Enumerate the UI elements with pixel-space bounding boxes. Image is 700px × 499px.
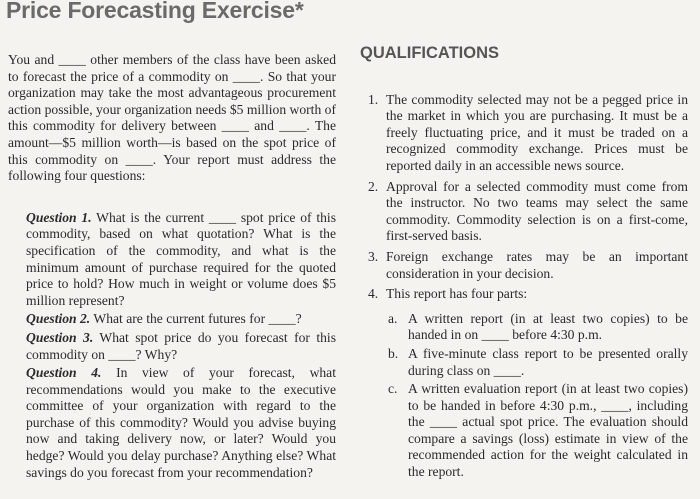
- item-number: 4.: [368, 286, 379, 302]
- question-label: Question 4.: [26, 365, 102, 381]
- question-3: [26, 330, 336, 363]
- qualifications-heading: QUALIFICATIONS: [360, 44, 500, 62]
- question-1: [26, 210, 336, 310]
- left-column: [8, 52, 336, 483]
- item-letter: b.: [388, 345, 399, 361]
- sub-list-item: [386, 346, 688, 379]
- question-4: [26, 365, 336, 481]
- item-text: Approval for a selected commodity must come from the instructor. No two teams may select the same commodity. Commodity selection is on a first-come, first-served basis.: [386, 178, 688, 244]
- list-item: [358, 249, 688, 282]
- item-number: 2.: [368, 178, 379, 194]
- item-text: This report has four parts:: [386, 286, 528, 302]
- list-item: [358, 92, 688, 175]
- item-text: A written report (in at least two copies) to be handed in on ____ before 4:30 p.m.: [408, 310, 688, 343]
- item-number: 1.: [368, 91, 379, 107]
- item-letter: a.: [388, 310, 398, 326]
- item-text: A five-minute class report to be presented orally during class on ____.: [408, 345, 688, 378]
- item-text: A written evaluation report (in at least two copies) to be handed in before 4:30 p.m., ____, including the ____ actual spot price. The evaluation should compare a savings (loss) estimate in view of the recommended action for the weight calculated in the report.: [408, 381, 688, 480]
- report-parts-list: [386, 311, 688, 481]
- intro-paragraph: You and ____ other members of the class have been asked to forecast the price of a commodity on ____. So that your organization may take the most advantageous procurement action possible, your organization needs $5 million worth of this commodity for delivery between ____ and ____. The amount—$5 million worth—is based on the spot price of this commodity on ____. Your report must address the following four questions:: [8, 52, 336, 184]
- item-letter: c.: [388, 381, 398, 397]
- question-label: Question 1.: [26, 209, 92, 225]
- page-title: Price Forecasting Exercise*: [6, 0, 304, 23]
- question-text: What are the current futures for ____?: [93, 311, 302, 327]
- item-text: The commodity selected may not be a pegged price in the market in which you are purchasing. It must be a freely fluctuating price, and it must be traded on a recognized commodity exchange. Prices must be reported daily in an accessible news source.: [386, 91, 688, 173]
- question-label: Question 2.: [26, 311, 91, 327]
- question-text: What spot price do you forecast for this commodity on ____? Why?: [26, 329, 336, 362]
- question-text: In view of your forecast, what recommendations would you make to the executive committee of your organization with regard to the purchase of this commodity? Would you advise buying now and taking delivery now, or later? Would you hedge? Would you delay purchase? Anything else? What savings do you forecast from your recommendation?: [26, 365, 336, 480]
- right-column: [358, 45, 688, 485]
- question-text: What is the current ____ spot price of this commodity, based on what quotation? What is the specification of the commodity, and what is the minimum amount of purchase required for the quoted price to hold? How much in weight or volume does $5 million represent?: [26, 209, 336, 308]
- sub-list-item: [386, 381, 688, 481]
- question-label: Question 3.: [26, 329, 94, 345]
- list-item: [358, 179, 688, 245]
- item-number: 3.: [368, 248, 379, 264]
- question-2: [26, 311, 336, 328]
- list-item: [358, 286, 688, 481]
- sub-list-item: [386, 311, 688, 344]
- qualifications-list: [358, 92, 688, 481]
- item-text: Foreign exchange rates may be an important consideration in your decision.: [386, 248, 688, 281]
